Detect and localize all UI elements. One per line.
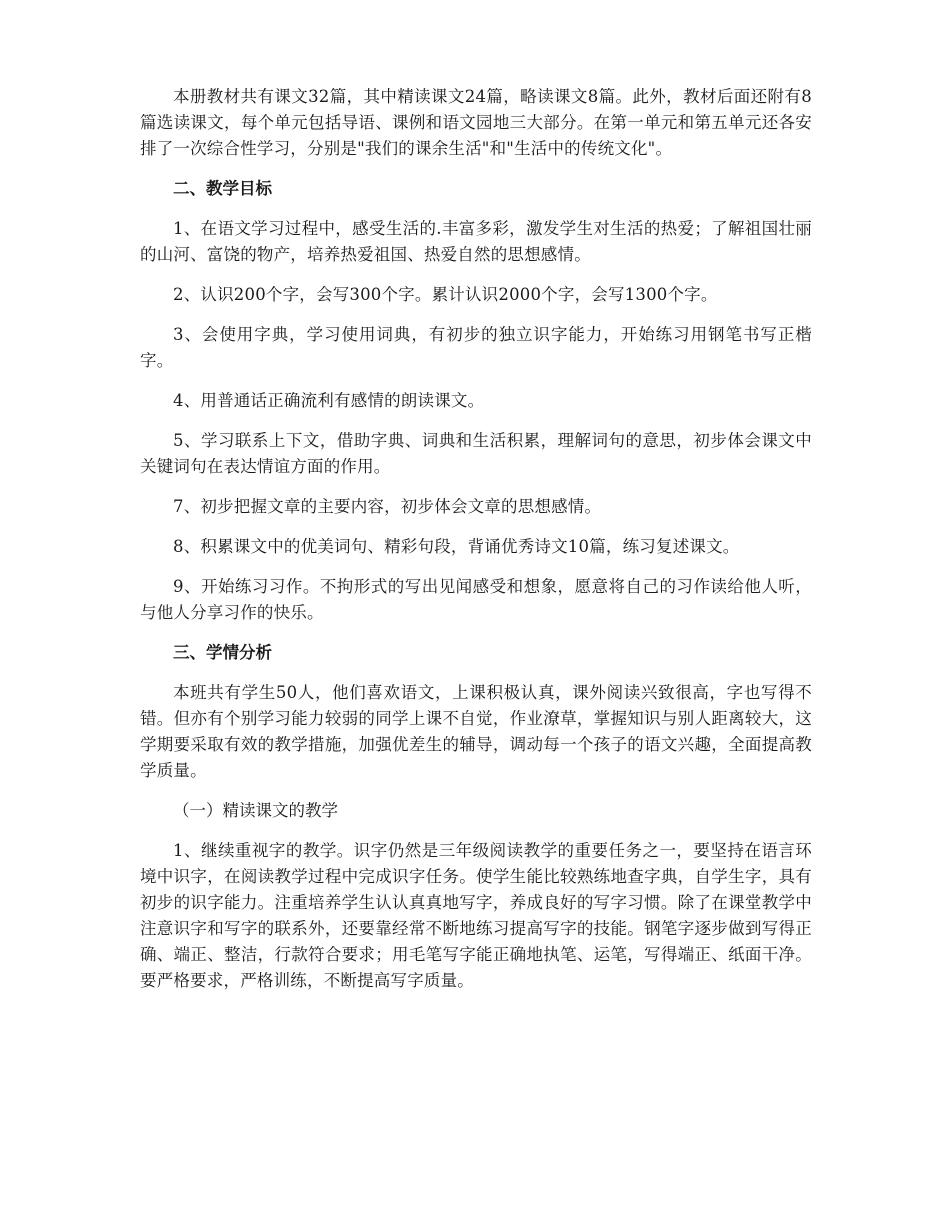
subsection-heading-intensive-reading: （一）精读课文的教学 — [173, 801, 338, 820]
section-heading-teaching-goals: 二、教学目标 — [173, 179, 272, 198]
goal-item: 5、学习联系上下文，借助字典、词典和生活积累，理解词句的意思，初步体会课文中关键词句在表达情谊方面的作用。 — [140, 431, 812, 476]
document-page — [140, 84, 812, 994]
goal-item: 4、用普通话正确流利有感情的朗读课文。 — [173, 391, 485, 410]
goal-item: 9、开始练习习作。不拘形式的写出见闻感受和想象，愿意将自己的习作读给他人听，与他人分享习作的快乐。 — [140, 577, 812, 622]
goal-item: 2、认识200个字，会写300个字。累计认识2000个字，会写1300个字。 — [173, 285, 718, 304]
intro-paragraph: 本册教材共有课文32篇，其中精读课文24篇，略读课文8篇。此外，教材后面还附有8篇选读课文，每个单元包括导语、课例和语文园地三大部分。在第一单元和第五单元还各安排了一次综合性学习，分别是"我们的课余生活"和"生活中的传统文化"。 — [140, 87, 812, 158]
goal-item: 7、初步把握文章的主要内容，初步体会文章的思想感情。 — [173, 497, 602, 516]
goal-item: 3、会使用字典，学习使用词典，有初步的独立识字能力，开始练习用钢笔书写正楷字。 — [140, 325, 812, 370]
subsection-paragraph: 1、继续重视字的教学。识字仍然是三年级阅读教学的重要任务之一，要坚持在语言环境中识字，在阅读教学过程中完成识字任务。使学生能比较熟练地查字典，自学生字，具有初步的识字能力。注重培养学生认认真真地写字，养成良好的写字习惯。除了在课堂教学中注意识字和写字的联系外，还要靠经常不断地练习提高写字的技能。钢笔字逐步做到写得正确、端正、整洁，行款符合要求；用毛笔写字能正确地执笔、运笔，写得端正、纸面干净。要严格要求，严格训练，不断提高写字质量。 — [140, 841, 812, 990]
section-heading-student-analysis: 三、学情分析 — [173, 643, 272, 662]
goal-item: 1、在语文学习过程中，感受生活的.丰富多彩，激发学生对生活的热爱；了解祖国壮丽的山河、富饶的物产，培养热爱祖国、热爱自然的思想感情。 — [140, 219, 812, 264]
analysis-paragraph: 本班共有学生50人，他们喜欢语文，上课积极认真，课外阅读兴致很高，字也写得不错。但亦有个别学习能力较弱的同学上课不自觉，作业潦草，掌握知识与别人距离较大，这学期要采取有效的教学措施，加强优差生的辅导，调动每一个孩子的语文兴趣，全面提高教学质量。 — [140, 683, 812, 780]
goal-item: 8、积累课文中的优美词句、精彩句段，背诵优秀诗文10篇，练习复述课文。 — [173, 537, 740, 556]
